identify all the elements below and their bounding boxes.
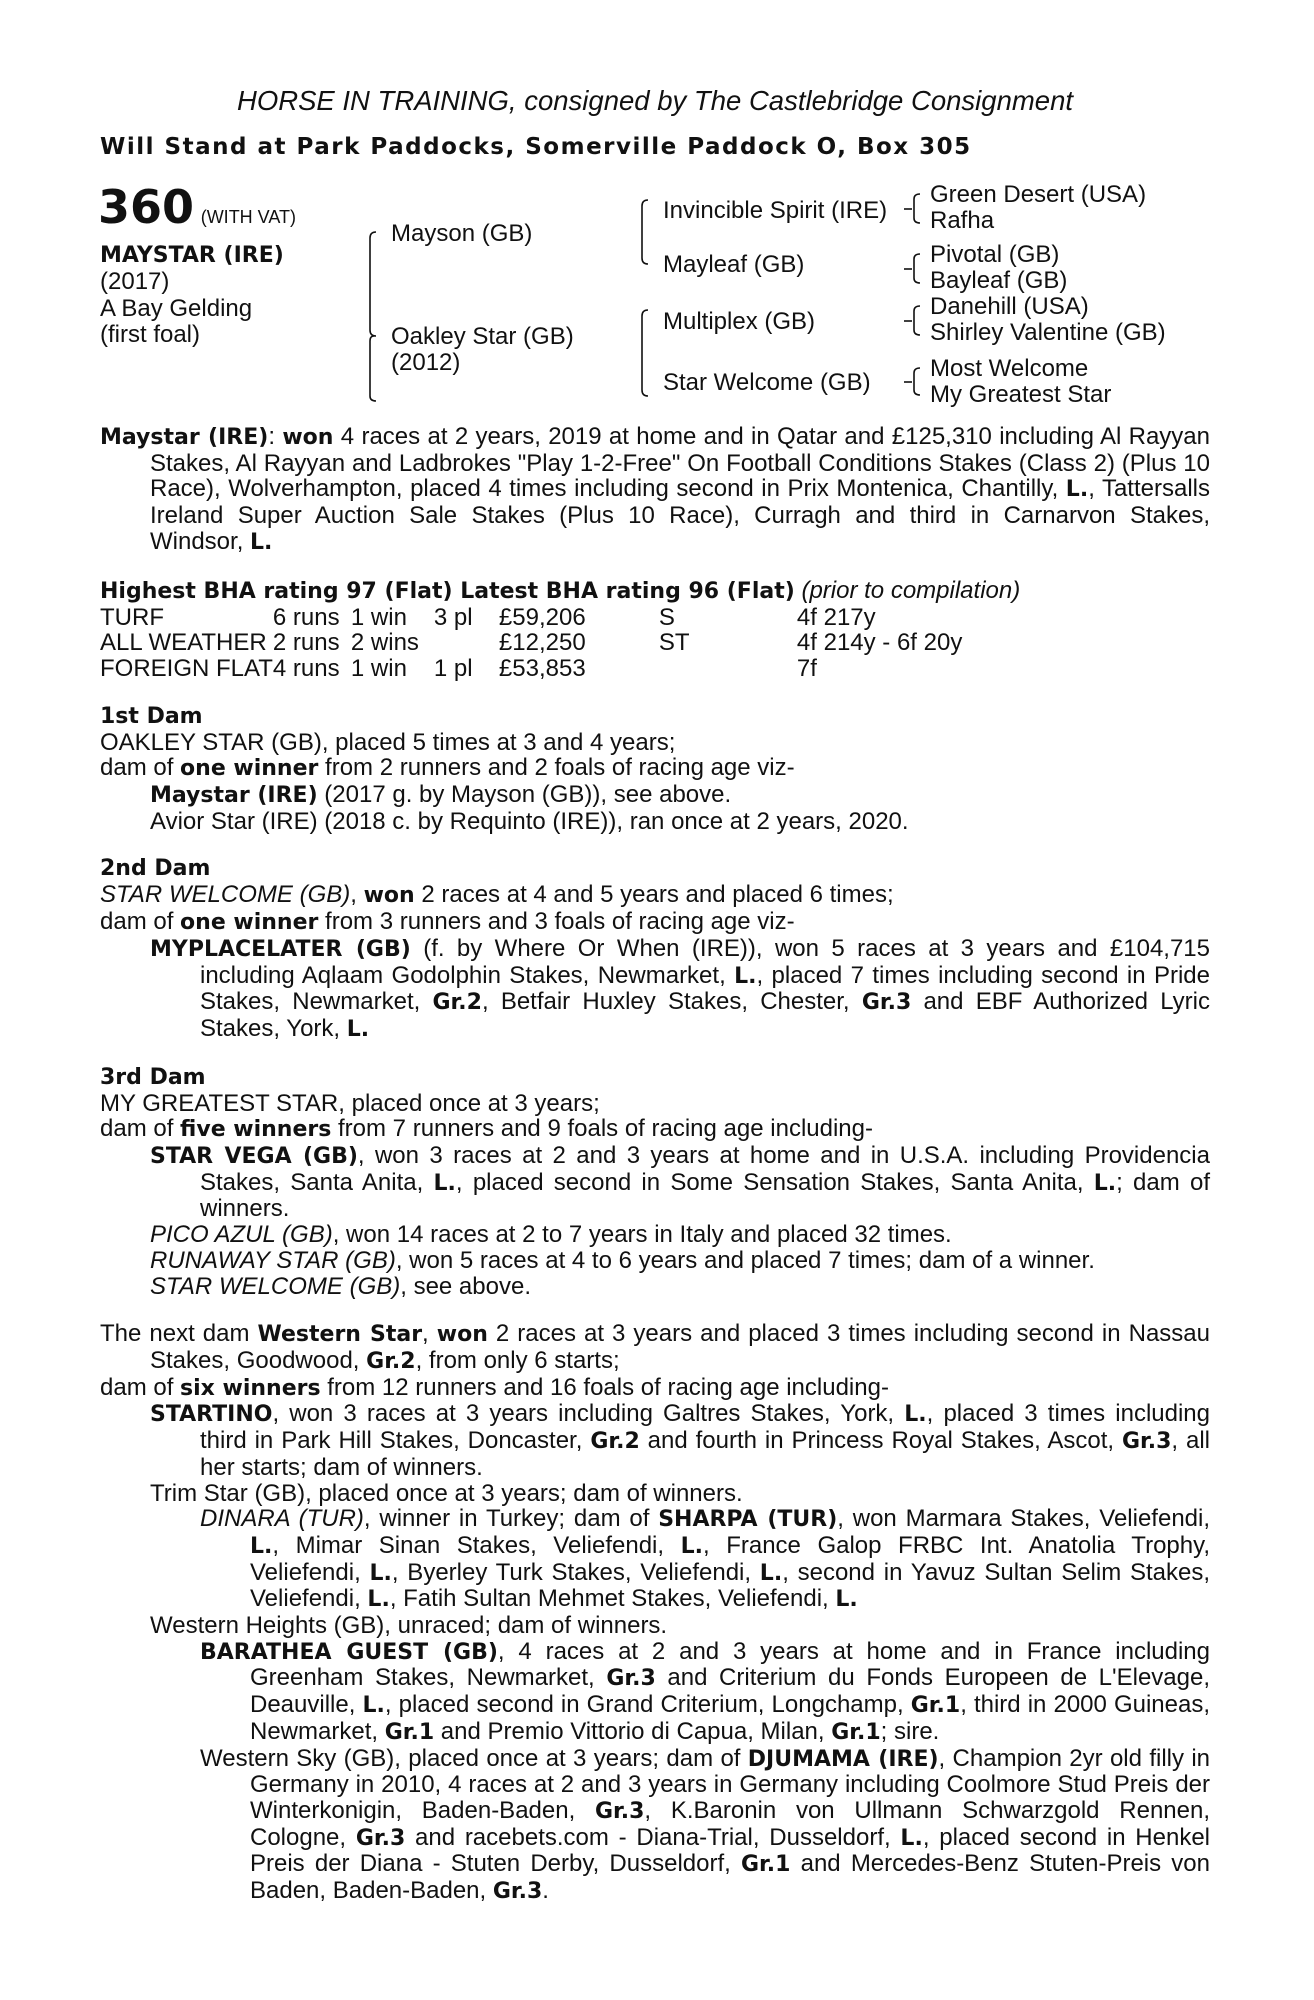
ancestor-sss: Green Desert (USA) [930, 181, 1147, 208]
third-dam-section [100, 1065, 1210, 1300]
third-dam-line: MY GREATEST STAR, placed once at 3 years; [100, 1089, 600, 1117]
foaling-year: (2017) [100, 268, 170, 295]
bracket-sd [914, 254, 920, 283]
ancestor-sdd: Bayleaf (GB) [930, 267, 1068, 294]
race-record-table [100, 605, 962, 682]
record-going: ST [658, 629, 690, 657]
produce-item: STARTINO, won 3 races at 3 years including Galtres Stakes, York, L., placed 3 times including third in Park Hill Stakes, Doncaster, Gr.2 and fourth in Princess Royal Stakes, Ascot, Gr.3, all her starts; dam of winners. [150, 1400, 1211, 1481]
record-placed: 1 pl [433, 654, 473, 682]
catalogue-page [100, 84, 1210, 1905]
produce-item: STAR WELCOME (GB), see above. [150, 1272, 531, 1300]
third-dam-heading: 3rd Dam [100, 1064, 206, 1090]
next-dam-line: The next dam Western Star, won 2 races at 3 years and placed 3 times including second in Nassau Stakes, Goodwood, Gr.2, from only 6 starts; [100, 1320, 1210, 1374]
stand-location: Will Stand at Park Paddocks, Somerville Paddock O, Box 305 [100, 134, 972, 160]
record-placed: 3 pl [433, 603, 473, 631]
page-title: HORSE IN TRAINING, consigned by The Castlebridge Consignment [236, 85, 1074, 116]
produce-item: Western Heights (GB), unraced; dam of winners. [150, 1612, 668, 1640]
record-going: S [658, 603, 675, 631]
produce-item: Avior Star (IRE) (2018 c. by Requinto (IRE)), ran once at 2 years, 2020. [150, 807, 909, 835]
second-dam-section [100, 856, 1210, 1042]
first-dam-section [100, 704, 1210, 835]
produce-item: DINARA (TUR), winner in Turkey; dam of SHARPA (TUR), won Marmara Stakes, Veliefendi, L., Mimar Sinan Stakes, Veliefendi, L., France Galop FRBC Int. Anatolia Trophy, Veliefendi, L., Byerley Turk Stakes, Veliefendi, L., second in Yavuz Sultan Selim Stakes, Veliefendi, L., Fatih Sultan Mehmet Stakes, Veliefendi, L. [200, 1505, 1211, 1613]
record-runs: 6 runs [272, 603, 340, 631]
rating-section [100, 578, 1210, 682]
bracket-dam-lower [370, 336, 376, 401]
produce-item: PICO AZUL (GB), won 14 races at 2 to 7 years in Italy and placed 32 times. [150, 1221, 952, 1249]
produce-item: Trim Star (GB), placed once at 3 years; dam of winners. [150, 1479, 743, 1507]
pedigree-table [100, 176, 1210, 408]
record-placed [434, 630, 499, 656]
record-wins: 2 wins [350, 629, 419, 657]
produce-item: RUNAWAY STAR (GB), won 5 races at 4 to 6 years and placed 7 times; dam of a winner. [150, 1246, 1095, 1274]
horse-name: MAYSTAR (IRE) [100, 243, 284, 268]
record-wins: 1 win [350, 654, 407, 682]
foal-note: (first foal) [100, 321, 201, 348]
bha-rating: Highest BHA rating 97 (Flat) Latest BHA rating 96 (Flat) (prior to compilation) [100, 576, 1021, 604]
first-dam-line: OAKLEY STAR (GB), placed 5 times at 3 and 4 years; [100, 728, 676, 756]
record-going [659, 656, 797, 682]
bracket-ds [914, 306, 920, 335]
record-distance: 4f 214y - 6f 20y [796, 629, 963, 657]
produce-item: BARATHEA GUEST (GB), 4 races at 2 and 3 years at home and in France including Greenham Stakes, Newmarket, Gr.3 and Criterium du Fonds Europeen de L'Elevage, Deauville, L., placed second in Grand Criterium, Longchamp, Gr.1, third in 2000 Guineas, Newmarket, Gr.1 and Premio Vittorio di Capua, Milan, Gr.1; sire. [200, 1637, 1211, 1745]
bracket-dam-line [642, 310, 648, 396]
bracket-sire-line [642, 200, 648, 264]
lot-number: 360 [98, 180, 195, 234]
ancestor-dss: Danehill (USA) [930, 293, 1089, 320]
sire-sire: Invincible Spirit (IRE) [663, 197, 888, 224]
record-prize: £53,853 [498, 654, 586, 682]
record-wins: 1 win [350, 603, 407, 631]
sire: Mayson (GB) [391, 220, 533, 247]
race-record-row [100, 656, 962, 682]
dam: Oakley Star (GB) [391, 323, 574, 350]
third-dam-produce-summary: dam of five winners from 7 runners and 9 foals of racing age including- [100, 1115, 873, 1143]
race-record-row [100, 630, 962, 656]
first-dam-produce-summary: dam of one winner from 2 runners and 2 foals of racing age viz- [100, 754, 795, 782]
horse-description: A Bay Gelding [100, 295, 253, 322]
record-distance: 4f 217y [796, 603, 876, 631]
ancestor-ssd: Rafha [930, 207, 995, 234]
lot-number-line [98, 180, 297, 234]
record-surface: ALL WEATHER [100, 629, 267, 657]
next-dam-produce-summary: dam of six winners from 12 runners and 16 foals of racing age including- [100, 1373, 889, 1401]
record-prize: £59,206 [498, 603, 586, 631]
ancestor-dsd: Shirley Valentine (GB) [930, 319, 1166, 346]
record-prize: £12,250 [498, 629, 586, 657]
record-runs: 2 runs [272, 629, 340, 657]
record-distance: 7f [796, 654, 817, 682]
record-surface: TURF [100, 603, 164, 631]
record-runs: 4 runs [272, 654, 340, 682]
ancestor-ddd: My Greatest Star [930, 381, 1112, 408]
produce-item: Western Sky (GB), placed once at 3 years; dam of DJUMAMA (IRE), Champion 2yr old filly in Germany in 2010, 4 races at 2 and 3 years in Germany including Coolmore Stud Preis der Winterkonigin, Baden-Baden, Gr.3, K.Baronin von Ullmann Schwarzgold Rennen, Cologne, Gr.3 and racebets.com - Diana-Trial, Dusseldorf, L., placed second in Henkel Preis der Diana - Stuten Derby, Dusseldorf, Gr.1 and Mercedes-Benz Stuten-Preis von Baden, Baden-Baden, Gr.3. [200, 1744, 1210, 1905]
produce-item: STAR VEGA (GB), won 3 races at 2 and 3 years at home and in U.S.A. including Providencia Stakes, Santa Anita, L., placed second in Some Sensation Stakes, Santa Anita, L.; dam of winners. [150, 1142, 1211, 1223]
bracket-sire-dam [370, 232, 376, 336]
race-summary: Maystar (IRE): won 4 races at 2 years, 2019 at home and in Qatar and £125,310 including Al Rayyan Stakes, Al Rayyan and Ladbrokes "Play 1-2-Free" On Football Conditions Stakes (Class 2) (Plus 10 Race), Wolverhampton, placed 4 times including second in Prix Montenica, Chantilly, L., Tattersalls Ireland Super Auction Sale Stakes (Plus 10 Race), Curragh and third in Carnarvon Stakes, Windsor, L. [100, 423, 1211, 555]
ancestor-dds: Most Welcome [930, 355, 1089, 382]
bracket-dd [914, 368, 920, 395]
race-record-row [100, 605, 962, 631]
sire-dam: Mayleaf (GB) [663, 251, 805, 278]
vat-note: (WITH VAT) [200, 207, 297, 227]
produce-item: MYPLACELATER (GB) (f. by Where Or When (IRE)), won 5 races at 3 years and £104,715 including Aqlaam Godolphin Stakes, Newmarket, L., placed 7 times including second in Pride Stakes, Newmarket, Gr.2, Betfair Huxley Stakes, Chester, Gr.3 and EBF Authorized Lyric Stakes, York, L. [150, 934, 1211, 1042]
second-dam-line: STAR WELCOME (GB), won 2 races at 4 and 5 years and placed 6 times; [100, 881, 894, 909]
record-surface: FOREIGN FLAT [100, 654, 273, 682]
produce-item: Maystar (IRE) (2017 g. by Mayson (GB)), see above. [150, 781, 732, 809]
second-dam-produce-summary: dam of one winner from 3 runners and 3 foals of racing age viz- [100, 908, 795, 936]
first-dam-heading: 1st Dam [100, 703, 203, 729]
second-dam-heading: 2nd Dam [100, 856, 211, 882]
next-dam-section [100, 1321, 1210, 1904]
bracket-ss [914, 194, 920, 223]
dam-year: (2012) [391, 349, 461, 376]
dam-dam: Star Welcome (GB) [663, 369, 871, 396]
ancestor-sds: Pivotal (GB) [930, 241, 1060, 268]
dam-sire: Multiplex (GB) [663, 308, 816, 335]
